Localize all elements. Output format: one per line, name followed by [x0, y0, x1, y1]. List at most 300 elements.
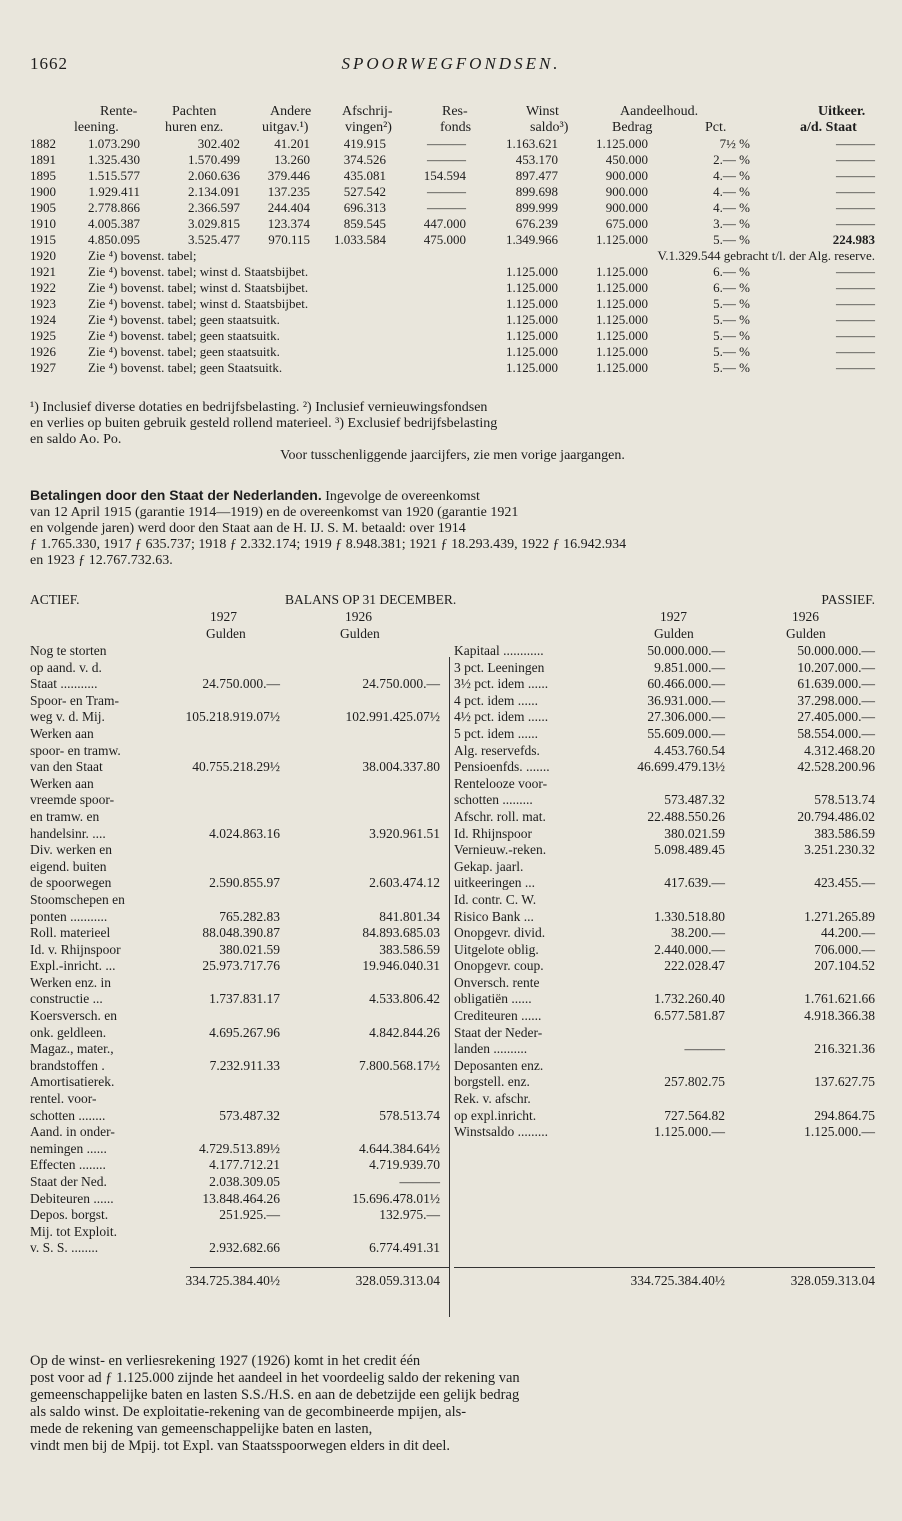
betalingen-line: ƒ 1.765.330, 1917 ƒ 635.737; 1918 ƒ 2.332.174; 1919 ƒ 8.948.381; 1921 ƒ 18.293.439, 1922 ƒ 16.942.934	[30, 537, 627, 552]
balance-value-1927: 27.306.000.—	[647, 709, 725, 725]
balance-value-1926: 19.946.040.31	[362, 958, 440, 974]
balance-value-1926: 207.104.52	[814, 958, 875, 974]
balance-value-1926: 38.004.337.80	[362, 759, 440, 775]
balance-label: 3½ pct. idem ......	[454, 676, 549, 692]
balance-value-1927: 1.330.518.80	[654, 908, 725, 924]
balance-value-1926: 84.893.685.03	[362, 925, 440, 941]
column-header: vingen²)	[345, 120, 392, 135]
column-header: Aandeelhoud.	[620, 104, 699, 119]
balance-line	[454, 892, 875, 909]
table-cell: 970.115	[268, 232, 310, 247]
balance-value-1927: 25.973.717.76	[202, 958, 280, 974]
table-cell: 1.125.000	[596, 312, 648, 327]
balance-value-1926: 137.627.75	[814, 1074, 875, 1090]
balance-line	[30, 1041, 450, 1058]
balance-value-1926: 578.513.74	[379, 1107, 440, 1123]
table-cell: 1.125.000	[506, 328, 558, 343]
balance-value-1926: 61.639.000.—	[797, 676, 875, 692]
table-cell: 527.542	[343, 184, 386, 199]
table-cell: 475.000	[423, 232, 466, 247]
balance-label: Aand. in onder-	[30, 1124, 115, 1140]
balance-line	[30, 1108, 450, 1125]
table-cell: 1.073.290	[88, 136, 140, 151]
table-cell: 1.125.000	[596, 136, 648, 151]
balance-label: nemingen ......	[30, 1140, 107, 1156]
balance-year-row	[30, 609, 875, 626]
table-cell: 1905	[30, 200, 56, 215]
table-cell: 123.374	[267, 216, 310, 231]
betalingen-text: Ingevolge de overeenkomst	[325, 489, 480, 504]
balance-line	[30, 792, 450, 809]
balance-line	[454, 942, 875, 959]
table-row	[30, 168, 875, 184]
total-1926: 328.059.313.04	[355, 1273, 440, 1289]
balance-total-row	[454, 1273, 875, 1290]
balance-label: Nog te storten	[30, 643, 107, 658]
table-cell: 302.402	[197, 136, 240, 151]
balance-line	[30, 892, 450, 909]
footnote-line: Voor tusschenliggende jaarcijfers, zie men vorige jaargangen.	[280, 448, 625, 463]
balance-label: Crediteuren ......	[454, 1008, 542, 1024]
closing-paragraph	[30, 1353, 875, 1455]
balance-label: Gekap. jaarl.	[454, 858, 524, 874]
table-cell: 6.— %	[713, 280, 750, 295]
balance-value-1926: 841.801.34	[379, 908, 440, 924]
balance-label: Depos. borgst.	[30, 1207, 109, 1223]
table-cell: 1882	[30, 136, 56, 151]
balance-value-1926: 4.719.939.70	[369, 1157, 440, 1173]
balance-label: en tramw. en	[30, 808, 100, 824]
table-cell: 1.929.411	[88, 184, 140, 199]
balance-label: Stoomschepen en	[30, 891, 125, 907]
balance-label: Rentelooze voor-	[454, 775, 548, 791]
balance-line	[30, 1174, 450, 1191]
balance-value-1927: 2.590.855.97	[209, 875, 280, 891]
balance-line	[454, 792, 875, 809]
table-cell: 1.125.000	[506, 296, 558, 311]
balance-value-1926: 24.750.000.—	[362, 676, 440, 692]
balance-total-row	[30, 1273, 450, 1290]
balance-line	[30, 1058, 450, 1075]
balance-label: 3 pct. Leeningen	[454, 659, 545, 675]
balance-line	[454, 826, 875, 843]
balance-label: eigend. buiten	[30, 858, 107, 874]
column-header: fonds	[440, 120, 472, 135]
column-header: Bedrag	[612, 120, 653, 135]
page-number: 1662	[30, 54, 68, 73]
balance-value-1927: 4.729.513.89½	[199, 1140, 280, 1156]
balance-value-1926: 15.696.478.01½	[352, 1190, 440, 1206]
balance-line	[30, 925, 450, 942]
balance-line	[30, 1207, 450, 1224]
column-header: huren enz.	[165, 120, 224, 135]
year-1926: 1926	[792, 609, 819, 624]
balance-line	[30, 1240, 450, 1257]
table-cell: 1900	[30, 184, 56, 199]
balance-label: schotten .........	[454, 792, 533, 808]
column-header: a/d. Staat	[800, 120, 857, 135]
balance-title: BALANS OP 31 DECEMBER.	[285, 592, 457, 607]
balance-line	[30, 991, 450, 1008]
footnote-line: ¹) Inclusief diverse dotaties en bedrijfsbelasting. ²) Inclusief vernieuwingsfondsen	[30, 400, 488, 415]
balance-label: op expl.inricht.	[454, 1107, 537, 1123]
balance-line	[30, 660, 450, 677]
column-header: Afschrij-	[342, 104, 393, 119]
balance-value-1927: 40.755.218.29½	[192, 759, 280, 775]
balance-label: Deposanten enz.	[454, 1057, 544, 1073]
balance-line	[454, 776, 875, 793]
table-cell: 5.— %	[713, 360, 750, 375]
table-row	[30, 232, 875, 248]
balance-label: handelsinr. ....	[30, 825, 106, 841]
balance-value-1927: 727.564.82	[664, 1107, 725, 1123]
balance-line	[454, 643, 875, 660]
balance-title-row	[30, 592, 875, 609]
total-rule	[190, 1267, 450, 1268]
table-cell: 1926	[30, 344, 56, 359]
balance-value-1926: 1.125.000.—	[804, 1124, 875, 1140]
balance-line	[454, 875, 875, 892]
closing-line: Op de winst- en verliesrekening 1927 (1926) komt in het credit één	[30, 1353, 421, 1369]
closing-line: vindt men bij de Mpij. tot Expl. van Staatsspoorwegen elders in dit deel.	[30, 1438, 451, 1454]
table-cell: 2.060.636	[188, 168, 240, 183]
year-1926: 1926	[345, 609, 372, 624]
balance-label: 5 pct. idem ......	[454, 725, 538, 741]
table-row	[30, 184, 875, 200]
balance-value-1927: 573.487.32	[219, 1107, 280, 1123]
balance-value-1927: 1.737.831.17	[209, 991, 280, 1007]
table-cell: 1.570.499	[188, 152, 240, 167]
table-cell: ———	[836, 296, 875, 311]
balance-unit-row	[30, 626, 875, 643]
balance-label: obligatiën ......	[454, 991, 532, 1007]
balance-value-1927: 50.000.000.—	[647, 643, 725, 658]
table-cell: 244.404	[267, 200, 310, 215]
balance-label: Onopgevr. divid.	[454, 925, 546, 941]
balance-line	[30, 909, 450, 926]
balance-value-1927: 4.453.760.54	[654, 742, 725, 758]
table-row	[30, 296, 875, 312]
table-cell: 7½ %	[719, 136, 750, 151]
balance-label: ponten ...........	[30, 908, 108, 924]
page-header	[30, 54, 872, 78]
total-1927: 334.725.384.40½	[630, 1273, 725, 1289]
balance-line	[30, 743, 450, 760]
total-1927: 334.725.384.40½	[185, 1273, 280, 1289]
column-header: Uitkeer.	[818, 104, 866, 119]
table-cell: ———	[427, 136, 466, 151]
balance-value-1927: 2.038.309.05	[209, 1174, 280, 1189]
table-cell: 1922	[30, 280, 56, 295]
balance-line	[454, 726, 875, 743]
table-cell: Zie ⁴) bovenst. tabel; winst d. Staatsbijbet.	[88, 264, 309, 279]
balance-label: schotten ........	[30, 1107, 106, 1123]
balance-label: Div. werken en	[30, 842, 112, 858]
balance-value-1927: 55.609.000.—	[647, 725, 725, 741]
table-cell: 3.— %	[713, 216, 750, 231]
balance-value-1926: 4.918.366.38	[804, 1008, 875, 1024]
closing-line: post voor ad ƒ 1.125.000 zijnde het aandeel in het voordeelig saldo der rekening van	[30, 1370, 520, 1386]
table-cell: V.1.329.544 gebracht t/l. der Alg. reserve.	[657, 248, 875, 263]
table-cell: ———	[836, 184, 875, 199]
table-cell: Zie ⁴) bovenst. tabel; geen staatsuitk.	[88, 312, 280, 327]
balance-value-1927: 257.802.75	[664, 1074, 725, 1090]
table-cell: 374.526	[343, 152, 386, 167]
table-row	[30, 248, 875, 264]
table-cell: 2.134.091	[188, 184, 240, 199]
column-header: uitgav.¹)	[262, 120, 309, 135]
table-cell: 2.778.866	[88, 200, 140, 215]
balance-value-1926: 4.842.844.26	[369, 1024, 440, 1040]
balance-value-1926: 10.207.000.—	[797, 659, 875, 675]
table-cell: 1920	[30, 248, 56, 263]
balance-line	[454, 809, 875, 826]
balance-line	[454, 743, 875, 760]
balance-label: Werken aan	[30, 775, 94, 791]
table-cell: Zie ⁴) bovenst. tabel;	[88, 248, 197, 263]
balance-label: Id. Rhijnspoor	[454, 825, 533, 841]
table-cell: 900.000	[605, 184, 648, 199]
balance-label: borgstell. enz.	[454, 1074, 530, 1090]
table-cell: 899.999	[515, 200, 558, 215]
balance-label: Mij. tot Exploit.	[30, 1223, 118, 1239]
balance-value-1926: 1.761.621.66	[804, 991, 875, 1007]
balance-line	[454, 676, 875, 693]
balance-value-1927: 222.028.47	[664, 958, 725, 974]
table-cell: ———	[836, 312, 875, 327]
balance-line	[30, 1191, 450, 1208]
table-cell: 1925	[30, 328, 56, 343]
table-row	[30, 312, 875, 328]
table-cell: Zie ⁴) bovenst. tabel; geen staatsuitk.	[88, 328, 280, 343]
table-cell: 1.125.000	[506, 280, 558, 295]
table-cell: 450.000	[605, 152, 648, 167]
betalingen-heading: Betalingen door den Staat der Nederlanden.	[30, 487, 322, 503]
balance-value-1926: 383.586.59	[379, 941, 440, 957]
table-cell: 224.983	[832, 232, 875, 247]
balance-line	[30, 1224, 450, 1241]
table-cell: 897.477	[515, 168, 558, 183]
balance-label: Werken enz. in	[30, 974, 111, 990]
table-cell: 2.366.597	[188, 200, 240, 215]
table-cell: 379.446	[267, 168, 310, 183]
balance-value-1926: 132.975.—	[379, 1207, 440, 1223]
table-cell: 1895	[30, 168, 56, 183]
table-cell: 1924	[30, 312, 56, 327]
balance-label: Koersversch. en	[30, 1008, 117, 1024]
table-cell: ———	[836, 264, 875, 279]
balance-value-1926: 1.271.265.89	[804, 908, 875, 924]
balance-line	[30, 826, 450, 843]
table-cell: 1.125.000	[596, 296, 648, 311]
actief-column	[30, 643, 450, 1289]
balance-value-1927: 2.932.682.66	[209, 1240, 280, 1256]
balance-line	[30, 859, 450, 876]
table-cell: 154.594	[423, 168, 466, 183]
balance-value-1927: 4.177.712.21	[209, 1157, 280, 1173]
table-cell: 899.698	[515, 184, 558, 199]
table-cell: ———	[836, 328, 875, 343]
balance-line	[30, 1124, 450, 1141]
results-table	[30, 104, 875, 376]
table-cell: 1910	[30, 216, 56, 231]
total-1926: 328.059.313.04	[790, 1273, 875, 1289]
table-cell: 5.— %	[713, 328, 750, 343]
table-cell: 1.349.966	[506, 232, 558, 247]
balance-value-1926: 37.298.000.—	[797, 692, 875, 708]
year-1927: 1927	[660, 609, 687, 624]
balance-value-1927: 417.639.—	[664, 875, 725, 891]
table-cell: 4.850.095	[88, 232, 140, 247]
table-cell: ———	[836, 216, 875, 231]
table-cell: ———	[427, 200, 466, 215]
balance-label: 4 pct. idem ......	[454, 692, 538, 708]
balance-value-1926: ———	[399, 1174, 440, 1189]
balance-value-1926: 20.794.486.02	[797, 808, 875, 824]
unit-label: Gulden	[340, 626, 380, 641]
balance-label: Pensioenfds. .......	[454, 759, 550, 775]
table-cell: 453.170	[515, 152, 558, 167]
balance-value-1926: 7.800.568.17½	[359, 1057, 440, 1073]
balance-label: Roll. materieel	[30, 925, 111, 941]
balance-value-1927: 5.098.489.45	[654, 842, 725, 858]
table-cell: 1921	[30, 264, 56, 279]
table-cell: 1891	[30, 152, 56, 167]
table-cell: ———	[836, 152, 875, 167]
balance-label: Onopgevr. coup.	[454, 958, 544, 974]
column-header: Pct.	[705, 120, 727, 135]
balance-label: Effecten ........	[30, 1157, 106, 1173]
table-cell: 1927	[30, 360, 56, 375]
balance-value-1927: 36.931.000.—	[647, 692, 725, 708]
balance-line	[454, 925, 875, 942]
column-header: Rente-	[100, 104, 138, 119]
balance-value-1927: 380.021.59	[664, 825, 725, 841]
balance-value-1926: 6.774.491.31	[369, 1240, 440, 1256]
balance-value-1927: 13.848.464.26	[202, 1190, 280, 1206]
table-cell: 3.029.815	[188, 216, 240, 231]
unit-label: Gulden	[786, 626, 826, 641]
table-cell: 1915	[30, 232, 56, 247]
closing-line: mede de rekening van gemeenschappelijke baten en lasten,	[30, 1421, 373, 1437]
table-cell: 1.125.000	[506, 312, 558, 327]
balance-value-1926: 216.321.36	[814, 1041, 875, 1057]
balance-line	[30, 643, 450, 660]
balance-line	[30, 975, 450, 992]
table-cell: 675.000	[605, 216, 648, 231]
table-cell: 5.— %	[713, 312, 750, 327]
table-cell: 1.163.621	[506, 136, 558, 151]
column-header: Andere	[270, 104, 312, 119]
passief-column	[454, 643, 875, 1289]
balance-value-1927: 105.218.919.07½	[185, 709, 280, 725]
balance-line	[454, 660, 875, 677]
table-cell: 5.— %	[713, 232, 750, 247]
balance-label: uitkeeringen ...	[454, 875, 535, 891]
table-cell: 5.— %	[713, 344, 750, 359]
balance-line	[454, 859, 875, 876]
table-cell: ———	[427, 184, 466, 199]
balance-line	[30, 958, 450, 975]
table-cell: 1.125.000	[506, 360, 558, 375]
balance-label: onk. geldleen.	[30, 1024, 107, 1040]
table-cell: ———	[836, 360, 875, 375]
balance-line	[30, 1008, 450, 1025]
balance-line	[30, 676, 450, 693]
table-row	[30, 344, 875, 360]
column-header: saldo³)	[530, 120, 569, 135]
balance-line	[454, 1025, 875, 1042]
balance-value-1927: 1.125.000.—	[654, 1124, 725, 1140]
table-row	[30, 216, 875, 232]
balance-line	[30, 875, 450, 892]
balance-label: v. S. S. ........	[30, 1240, 99, 1256]
balance-label: op aand. v. d.	[30, 659, 102, 675]
unit-label: Gulden	[206, 626, 246, 641]
running-title: SPOORWEGFONDSEN.	[341, 54, 561, 73]
balance-value-1926: 4.312.468.20	[804, 742, 875, 758]
table-cell: 4.— %	[713, 200, 750, 215]
table-cell: 6.— %	[713, 264, 750, 279]
balance-line	[454, 1041, 875, 1058]
balance-value-1927: 4.024.863.16	[209, 825, 280, 841]
balance-value-1926: 102.991.425.07½	[345, 709, 440, 725]
balance-label: Amortisatierek.	[30, 1074, 115, 1090]
balance-label: constructie ...	[30, 991, 103, 1007]
balance-label: Werken aan	[30, 725, 94, 741]
balance-label: Spoor- en Tram-	[30, 692, 119, 708]
balance-line	[30, 759, 450, 776]
table-cell: ———	[836, 200, 875, 215]
balance-value-1926: 383.586.59	[814, 825, 875, 841]
balance-line	[30, 1025, 450, 1042]
balance-value-1926: 4.533.806.42	[369, 991, 440, 1007]
table-cell: 5.— %	[713, 296, 750, 311]
table-row	[30, 200, 875, 216]
balance-label: Risico Bank ...	[454, 908, 534, 924]
balance-line	[454, 1124, 875, 1141]
column-header: leening.	[74, 120, 119, 135]
balance-label: weg v. d. Mij.	[30, 709, 105, 725]
table-cell: 1.125.000	[596, 328, 648, 343]
balance-label: Staat der Neder-	[454, 1024, 543, 1040]
balance-value-1927: 4.695.267.96	[209, 1024, 280, 1040]
balance-line	[454, 909, 875, 926]
balance-label: rentel. voor-	[30, 1091, 97, 1107]
balance-value-1927: 24.750.000.—	[202, 676, 280, 692]
balance-line	[30, 1157, 450, 1174]
balance-value-1927: 7.232.911.33	[209, 1057, 280, 1073]
table-cell: 676.239	[515, 216, 558, 231]
balance-value-1927: 9.851.000.—	[654, 659, 725, 675]
balance-label: Afschr. roll. mat.	[454, 808, 546, 824]
balance-value-1927: 765.282.83	[219, 908, 280, 924]
balance-line	[454, 975, 875, 992]
balance-line	[30, 1091, 450, 1108]
closing-line: gemeenschappelijke baten en lasten S.S./H.S. en aan de debetzijde een gelijk bedrag	[30, 1387, 520, 1403]
table-cell: 13.260	[274, 152, 310, 167]
table-row	[30, 328, 875, 344]
betalingen-line: van 12 April 1915 (garantie 1914—1919) en de overeenkomst van 1920 (garantie 1921	[30, 505, 519, 520]
balance-label: Staat der Ned.	[30, 1174, 107, 1189]
balance-line	[30, 842, 450, 859]
table-cell: 1.125.000	[506, 344, 558, 359]
balance-value-1926: 294.864.75	[814, 1107, 875, 1123]
table-cell: Zie ⁴) bovenst. tabel; geen staatsuitk.	[88, 344, 280, 359]
table-cell: 1.515.577	[88, 168, 140, 183]
table-cell: 4.— %	[713, 168, 750, 183]
passief-title: PASSIEF.	[821, 592, 875, 607]
